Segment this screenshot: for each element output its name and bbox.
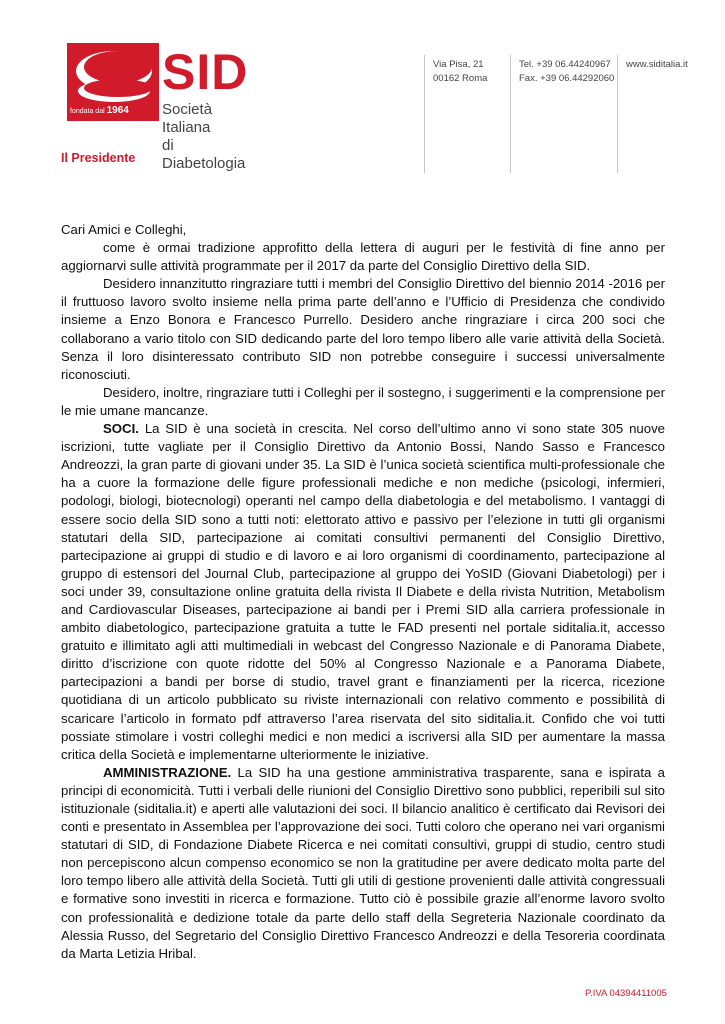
paragraph-intro: come è ormai tradizione approfitto della lettera di auguri per le festività di fine anno per aggiornarvi sulle attività programmate per il 2017 da parte del Consiglio Direttivo della SID. <box>61 240 665 274</box>
header-divider <box>424 55 425 173</box>
vat-number: P.IVA 04394411005 <box>585 988 667 999</box>
fax-number: Fax. +39 06.44292060 <box>519 73 615 84</box>
address-city: 00162 Roma <box>433 73 488 84</box>
logo-acronym: SID <box>162 44 249 100</box>
header-divider <box>617 55 618 173</box>
role-title: Il Presidente <box>61 151 136 165</box>
section-heading-soci: SOCI. <box>103 421 139 437</box>
founded-label: fondata dal 1964 <box>70 105 129 116</box>
phone-number: Tel. +39 06.44240967 <box>519 59 611 70</box>
paragraph-thanks: Desidero innanzitutto ringraziare tutti i membri del Consiglio Direttivo del biennio 2014 -2016 per il fruttuoso lavoro svolto insieme nella prima parte dell’anno e l’Ufficio di Presidenza che condivido insieme a Enzo Bonora e Francesco Purrello. Desidero anche ringraziare i circa 200 soci che collaborano a vario titolo con SID dedicando parte del loro tempo libero alle varie attività della Società. Senza il loro disinteressato contributo SID non potrebbe conseguire i successi universalmente riconosciuti. <box>61 276 665 382</box>
paragraph-soci: SOCI. La SID è una società in crescita. Nel corso dell’ultimo anno vi sono state 305 nuove iscrizioni, tutte vagliate per il Consiglio Direttivo da Antonio Bossi, Nando Sasso e Francesco Andreozzi, la gran parte di giovani under 35. La SID è l’unica società scientifica multi-professionale che ha a cuore la formazione delle figure professionali mediche e non mediche (psicologi, infermieri, podologi, biologi, biotecnologi) operanti nel campo della diabetologia e del metabolismo. I vantaggi di essere socio della SID sono a tutti noti: elettorato attivo e passivo per l’elezione in tutti gli organismi statutari della SID, partecipazione ai comitati consultivi permanenti del Consiglio Direttivo, partecipazione ai gruppi di studio e di lavoro e ai loro organismi di coordinamento, partecipazione al gruppo di estensori del Journal Club, partecipazione al gruppo dei YoSID (Giovani Diabetologi) per i soci under 39, consultazione online gratuita della rivista Il Diabete e della rivista Nutrition, Metabolism and Cardiovascular Diseases, partecipazione ai bandi per i Premi SID alla carriera professionale in ambito diabetologico, partecipazione gratuita a tutte le FAD presenti nel portale siditalia.it, accesso gratuito e illimitato agli atti multimediali in webcast del Congresso Nazionale e di Panorama Diabete, diritto d’iscrizione con quote ridotte del 50% al Congresso Nazionale e a Panorama Diabete, partecipazioni a bandi per borse di studio, travel grant e finanziamenti per la ricerca, ricezione quotidiana di un articolo pubblicato su riviste internazionali con relativo commento e possibilità di scaricare l’articolo in formato pdf attraverso l’area riservata del sito siditalia.it. Confido che voi tutti possiate stimolare i vostri colleghi medici e non medici a iscriversi alla SID per aumentare la massa critica della Società e implementarne ulteriormente le iniziative. <box>61 421 666 762</box>
address-block <box>433 58 487 86</box>
phone-block <box>519 58 614 86</box>
header-divider <box>510 55 511 173</box>
website-link[interactable]: www.siditalia.it <box>626 59 688 70</box>
logo-society-name: Società Italiana di Diabetologia <box>162 101 246 172</box>
website-block <box>626 58 688 72</box>
section-heading-amministrazione: AMMINISTRAZIONE. <box>103 764 232 780</box>
greeting: Cari Amici e Colleghi, <box>61 222 187 237</box>
paragraph-colleagues: Desidero, inoltre, ringraziare tutti i Colleghi per il sostegno, i suggerimenti e la comprensione per le mie umane mancanze. <box>61 384 665 418</box>
paragraph-amministrazione: AMMINISTRAZIONE. La SID ha una gestione amministrativa trasparente, sana e ispirata a principi di economicità. Tutti i verbali delle riunioni del Consiglio Direttivo sono pubblici, reperibili sul sito istituzionale (siditalia.it) e aperti alle valutazioni dei soci. Il bilancio analitico è certificato dai Revisori dei conti e presentato in Assemblea per l’approvazione dei soci. Tutti coloro che operano nei vari organismi statutari di SID, di Fondazione Diabete Ricerca e nei comitati consultivi, gruppi di studio, centro studi non percepiscono alcun compenso economico se non la gratitudine per avere dedicato molta parte del loro tempo libero alle attività della Società. Tutti gli utili di gestione provenienti dalle attività congressuali e formative sono investiti in ricerca e formazione. Tutto ciò è possibile grazie all’enorme lavoro svolto con professionalità e dedizione totale da parte dello staff della Segreteria Nazionale coordinato da Alessia Russo, del Segretario del Consiglio Direttivo Francesco Andreozzi e della Tesoreria coordinata da Marta Letizia Hribal. <box>61 764 665 961</box>
letter-body <box>61 221 665 963</box>
address-street: Via Pisa, 21 <box>433 59 484 70</box>
